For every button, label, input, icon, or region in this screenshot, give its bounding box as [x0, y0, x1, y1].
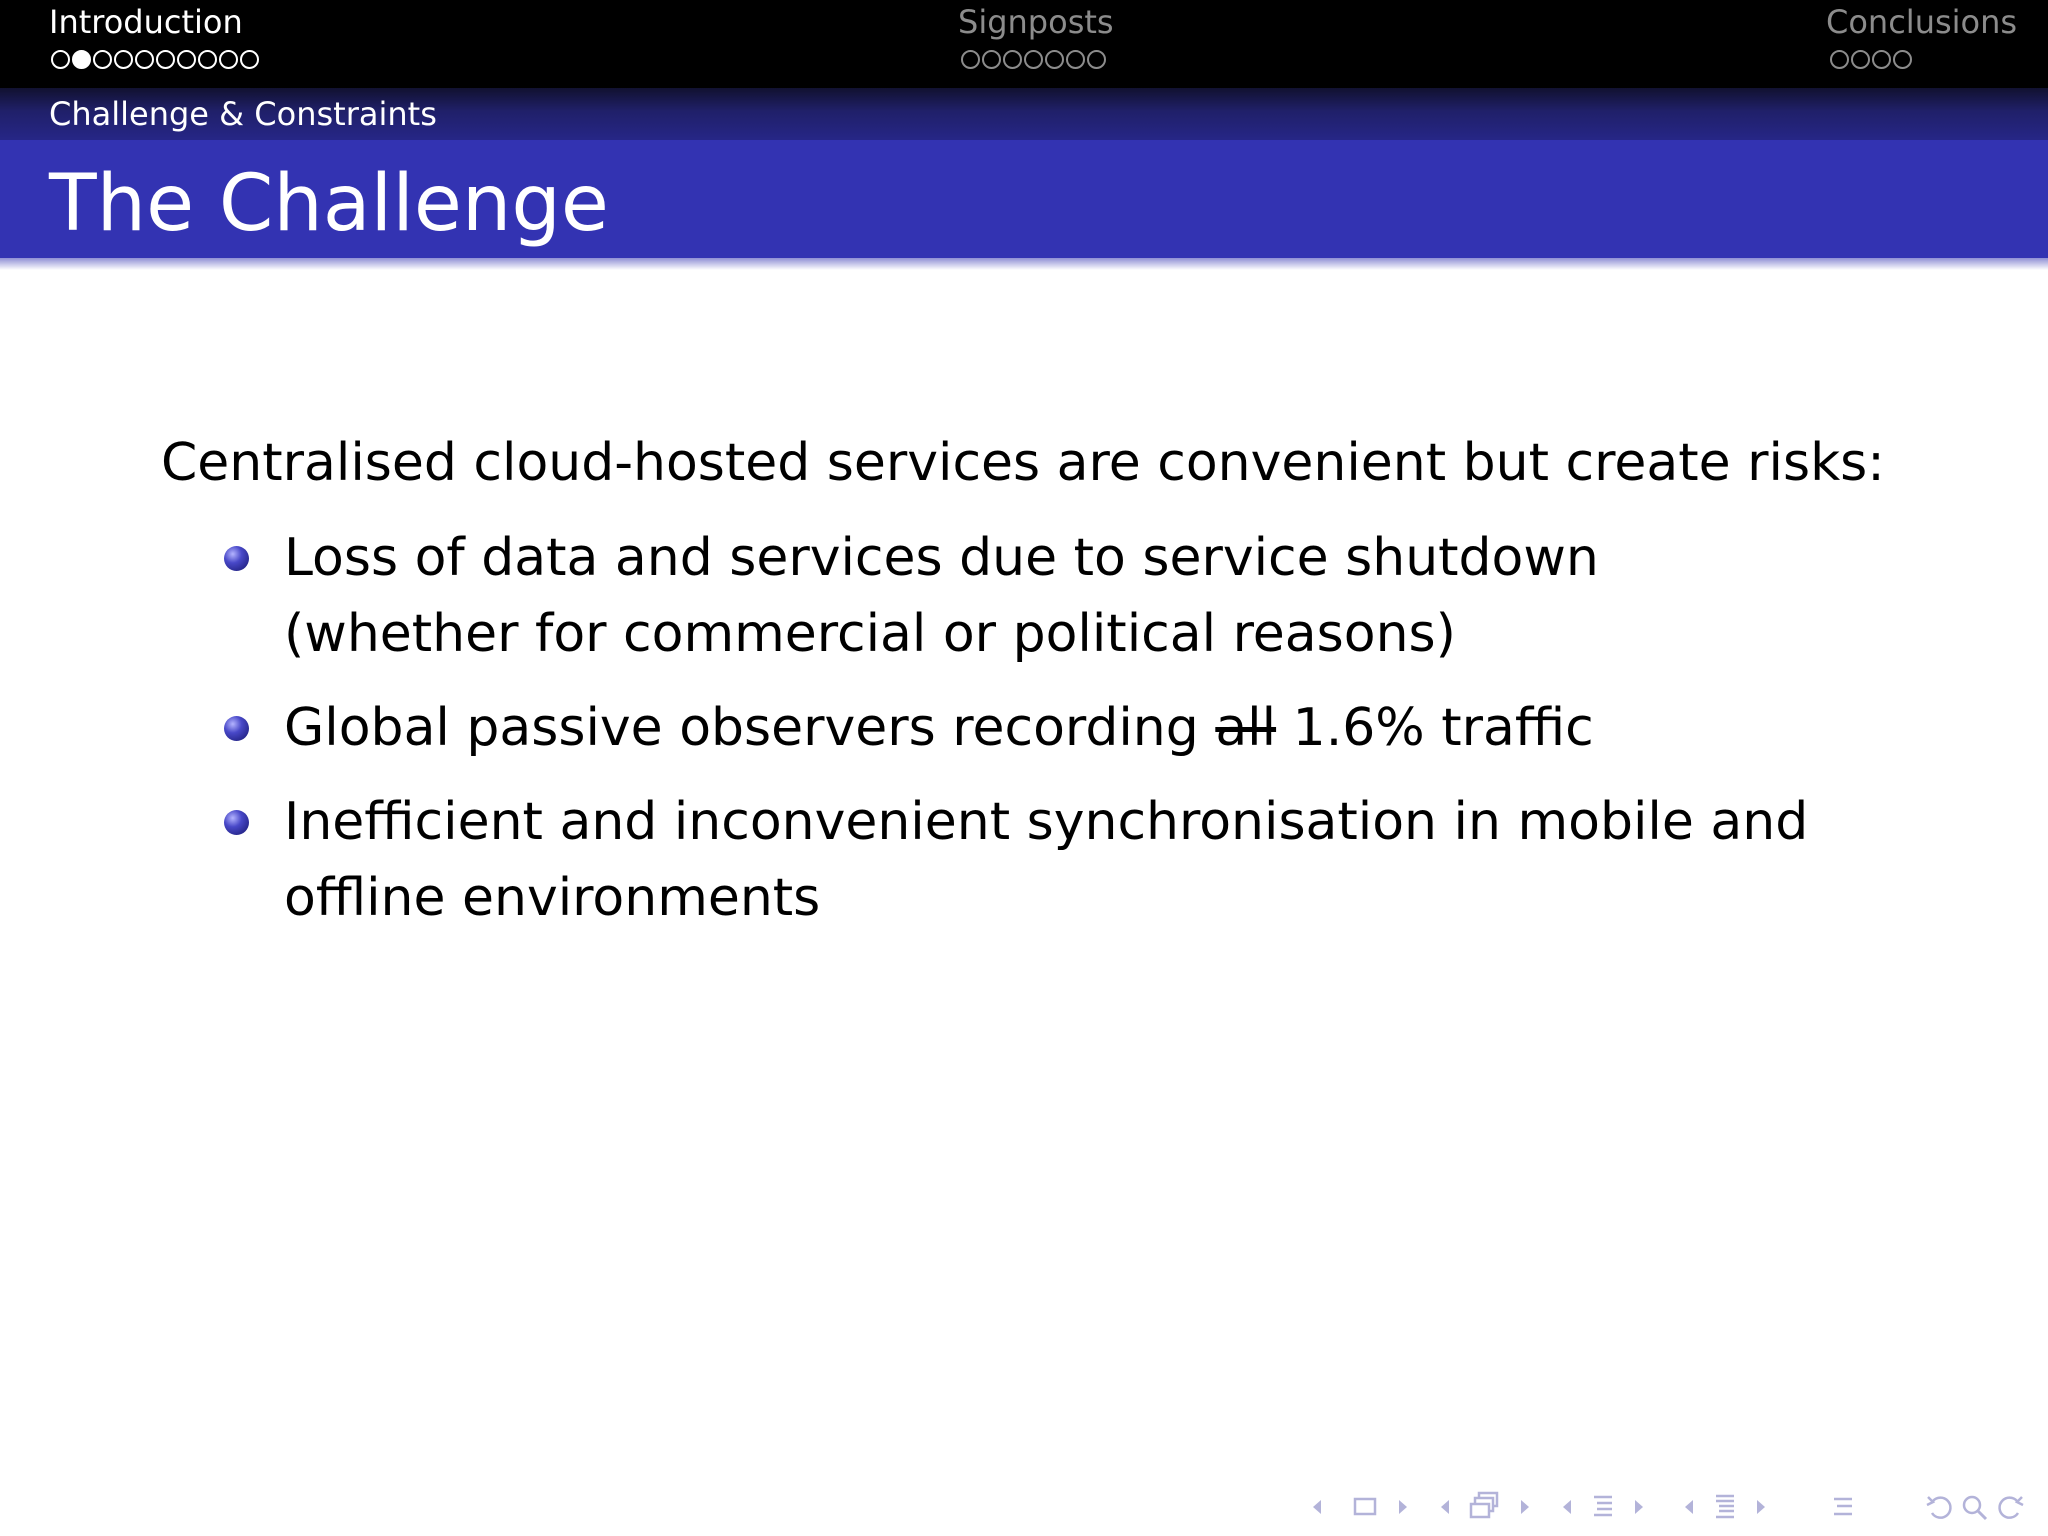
- bullet-ball-icon: [224, 716, 249, 741]
- bullet-ball-icon: [224, 810, 249, 835]
- nav-frame-dot[interactable]: [961, 50, 980, 69]
- nav-frame-dot[interactable]: [1066, 50, 1085, 69]
- slide-icon[interactable]: [1352, 1490, 1378, 1524]
- frame-icon[interactable]: [1468, 1490, 1502, 1524]
- frame-title: The Challenge: [49, 159, 609, 249]
- nav-frame-dots: [1830, 50, 1912, 70]
- bullet-text-line: Loss of data and services due to service shutdown: [284, 528, 1599, 588]
- appendix-icon[interactable]: [1830, 1490, 1856, 1524]
- nav-frame-dot[interactable]: [135, 50, 154, 69]
- subsection-prev-icon[interactable]: [1560, 1490, 1574, 1524]
- section-prev-icon[interactable]: [1682, 1490, 1696, 1524]
- subsection-title[interactable]: Challenge & Constraints: [49, 95, 437, 133]
- section-icon[interactable]: [1712, 1490, 1738, 1524]
- nav-frame-dot[interactable]: [51, 50, 70, 69]
- frame-prev-icon[interactable]: [1438, 1490, 1452, 1524]
- nav-section-title[interactable]: Introduction: [49, 3, 243, 41]
- title-bar-shadow: [0, 258, 2048, 270]
- subsection-icon[interactable]: [1590, 1490, 1616, 1524]
- nav-frame-dot[interactable]: [93, 50, 112, 69]
- bullet-text-line: offline environments: [284, 868, 821, 928]
- bullet-text-line: Inefficient and inconvenient synchronisation in mobile and: [284, 792, 1809, 852]
- nav-frame-dot[interactable]: [198, 50, 217, 69]
- nav-frame-dot[interactable]: [1045, 50, 1064, 69]
- nav-frame-dot[interactable]: [219, 50, 238, 69]
- nav-frame-dot[interactable]: [156, 50, 175, 69]
- navigation-symbols: [1310, 1490, 2040, 1524]
- nav-frame-dot[interactable]: [1003, 50, 1022, 69]
- search-icon[interactable]: [1960, 1490, 1990, 1524]
- nav-frame-dot[interactable]: [982, 50, 1001, 69]
- subsection-next-icon[interactable]: [1632, 1490, 1646, 1524]
- slide-next-icon[interactable]: [1396, 1490, 1410, 1524]
- nav-section-title[interactable]: Signposts: [958, 3, 1114, 41]
- frame-title-bar: [0, 140, 2048, 258]
- nav-frame-dots: [51, 50, 259, 70]
- bullet-text-line: (whether for commercial or political reasons): [284, 604, 1456, 664]
- nav-frame-dot[interactable]: [1830, 50, 1849, 69]
- list-item: [222, 784, 1862, 936]
- nav-frame-dots: [961, 50, 1106, 70]
- section-next-icon[interactable]: [1754, 1490, 1768, 1524]
- bullet-text-line: [284, 690, 1862, 766]
- section-navigation-bar: [0, 0, 2048, 88]
- subsection-bar: [0, 88, 2048, 140]
- nav-section-title[interactable]: Conclusions: [1826, 3, 2018, 41]
- list-item: [222, 520, 1862, 672]
- bullet-list: [222, 520, 1862, 954]
- nav-frame-dot-current[interactable]: [72, 50, 91, 69]
- nav-frame-dot[interactable]: [1851, 50, 1870, 69]
- nav-frame-dot[interactable]: [240, 50, 259, 69]
- forward-icon[interactable]: [1996, 1490, 2026, 1524]
- back-icon[interactable]: [1924, 1490, 1954, 1524]
- nav-frame-dot[interactable]: [1087, 50, 1106, 69]
- nav-frame-dot[interactable]: [1872, 50, 1891, 69]
- bullet-ball-icon: [224, 546, 249, 571]
- bullet-text-prefix: Global passive observers recording: [284, 698, 1216, 758]
- frame-next-icon[interactable]: [1518, 1490, 1532, 1524]
- list-item: [222, 690, 1862, 766]
- struck-text: all: [1215, 698, 1277, 758]
- intro-text: Centralised cloud-hosted services are convenient but create risks:: [161, 433, 1885, 493]
- nav-frame-dot[interactable]: [114, 50, 133, 69]
- nav-frame-dot[interactable]: [1024, 50, 1043, 69]
- slide-prev-icon[interactable]: [1310, 1490, 1324, 1524]
- nav-frame-dot[interactable]: [1893, 50, 1912, 69]
- nav-frame-dot[interactable]: [177, 50, 196, 69]
- bullet-text-suffix: 1.6% traffic: [1276, 698, 1594, 758]
